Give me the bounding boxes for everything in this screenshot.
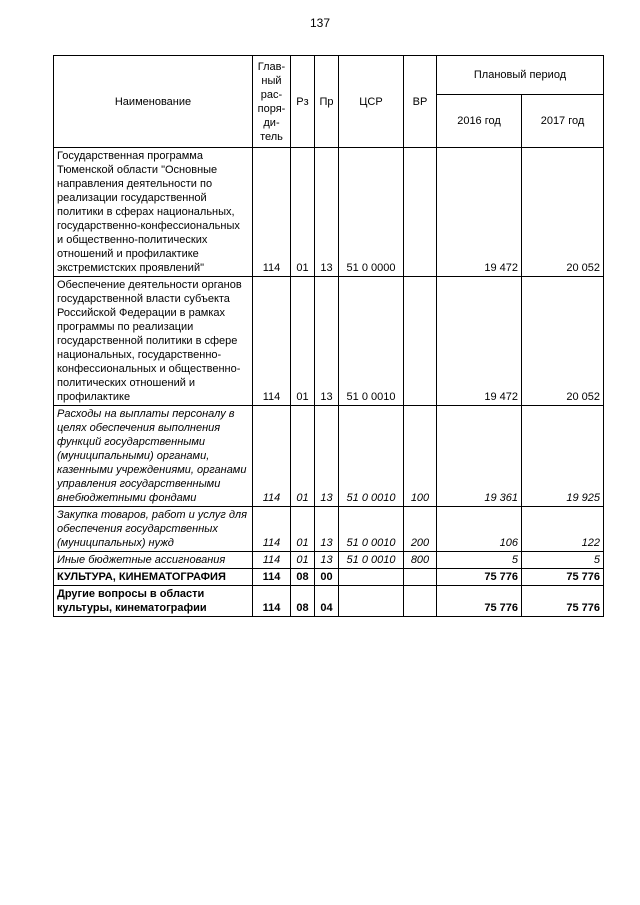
table-row bbox=[54, 507, 604, 552]
table-row bbox=[54, 569, 604, 586]
row-name: Иные бюджетные ассигнования bbox=[54, 552, 253, 569]
row-2016: 19 361 bbox=[437, 406, 522, 507]
row-2016: 5 bbox=[437, 552, 522, 569]
row-rz: 01 bbox=[291, 552, 315, 569]
row-vr bbox=[404, 148, 437, 277]
row-2017: 20 052 bbox=[522, 277, 604, 406]
row-rz: 08 bbox=[291, 586, 315, 617]
row-vr: 200 bbox=[404, 507, 437, 552]
row-rz: 01 bbox=[291, 148, 315, 277]
row-csr bbox=[339, 586, 404, 617]
row-grbs: 114 bbox=[253, 569, 291, 586]
row-pr: 13 bbox=[315, 148, 339, 277]
row-grbs: 114 bbox=[253, 507, 291, 552]
row-rz: 01 bbox=[291, 507, 315, 552]
row-vr bbox=[404, 277, 437, 406]
table-row bbox=[54, 586, 604, 617]
row-pr: 13 bbox=[315, 277, 339, 406]
header-year-2016: 2016 год bbox=[437, 95, 522, 148]
table-row bbox=[54, 148, 604, 277]
row-2017: 75 776 bbox=[522, 586, 604, 617]
row-grbs: 114 bbox=[253, 406, 291, 507]
row-2017: 75 776 bbox=[522, 569, 604, 586]
row-2016: 19 472 bbox=[437, 277, 522, 406]
row-csr: 51 0 0010 bbox=[339, 277, 404, 406]
row-2017: 20 052 bbox=[522, 148, 604, 277]
row-2017: 5 bbox=[522, 552, 604, 569]
row-csr: 51 0 0000 bbox=[339, 148, 404, 277]
row-2016: 75 776 bbox=[437, 569, 522, 586]
row-2016: 75 776 bbox=[437, 586, 522, 617]
row-name: Расходы на выплаты персоналу в целях обеспечения выполнения функций государственными (муниципальными) органами, казенными учреждениями, органами управления государственными внебюджетными фондами bbox=[54, 406, 253, 507]
row-csr: 51 0 0010 bbox=[339, 552, 404, 569]
table-row bbox=[54, 552, 604, 569]
row-csr bbox=[339, 569, 404, 586]
row-grbs: 114 bbox=[253, 148, 291, 277]
row-pr: 04 bbox=[315, 586, 339, 617]
header-year-2017: 2017 год bbox=[522, 95, 604, 148]
row-vr: 100 bbox=[404, 406, 437, 507]
header-planned-period: Плановый период bbox=[437, 56, 604, 95]
row-csr: 51 0 0010 bbox=[339, 406, 404, 507]
row-grbs: 114 bbox=[253, 552, 291, 569]
row-pr: 13 bbox=[315, 552, 339, 569]
row-rz: 08 bbox=[291, 569, 315, 586]
header-csr: ЦСР bbox=[339, 56, 404, 148]
row-rz: 01 bbox=[291, 277, 315, 406]
row-pr: 00 bbox=[315, 569, 339, 586]
row-vr bbox=[404, 569, 437, 586]
row-grbs: 114 bbox=[253, 277, 291, 406]
row-2016: 106 bbox=[437, 507, 522, 552]
header-pr: Пр bbox=[315, 56, 339, 148]
row-name: Другие вопросы в области культуры, кинематографии bbox=[54, 586, 253, 617]
table-row bbox=[54, 277, 604, 406]
row-2016: 19 472 bbox=[437, 148, 522, 277]
row-2017: 19 925 bbox=[522, 406, 604, 507]
row-name: Закупка товаров, работ и услуг для обеспечения государственных (муниципальных) нужд bbox=[54, 507, 253, 552]
row-name: Обеспечение деятельности органов государственной власти субъекта Российской Федерации в рамках программы по реализации государственной политики в сфере национальных, государственно-конфессиональных и общественно-политических отношений и профилактике bbox=[54, 277, 253, 406]
header-grbs-text: Глав- ный рас- поря- ди- тель bbox=[257, 60, 286, 143]
row-vr: 800 bbox=[404, 552, 437, 569]
row-2017: 122 bbox=[522, 507, 604, 552]
row-pr: 13 bbox=[315, 406, 339, 507]
row-rz: 01 bbox=[291, 406, 315, 507]
row-vr bbox=[404, 586, 437, 617]
row-pr: 13 bbox=[315, 507, 339, 552]
row-csr: 51 0 0010 bbox=[339, 507, 404, 552]
table-row bbox=[54, 406, 604, 507]
row-grbs: 114 bbox=[253, 586, 291, 617]
header-grbs bbox=[253, 56, 291, 148]
page-number: 137 bbox=[309, 16, 331, 30]
row-name: КУЛЬТУРА, КИНЕМАТОГРАФИЯ bbox=[54, 569, 253, 586]
header-rz: Рз bbox=[291, 56, 315, 148]
row-name: Государственная программа Тюменской области "Основные направления деятельности по реализации государственной политики в сферах национальных, государственно-конфессиональных и общественно-политических отношений и профилактике экстремистских проявлений" bbox=[54, 148, 253, 277]
header-vr: ВР bbox=[404, 56, 437, 148]
budget-table bbox=[53, 55, 604, 617]
header-name: Наименование bbox=[54, 56, 253, 148]
